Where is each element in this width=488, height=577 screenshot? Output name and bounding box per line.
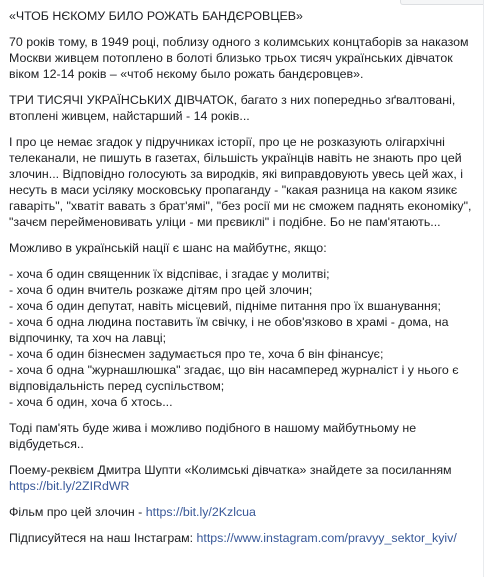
film-link[interactable]: https://bit.ly/2Kzlcua bbox=[145, 505, 256, 519]
list-item: - хоча б одна "журнашлюшка" згадає, що він насамперед журналіст і у нього є відповідальність перед суспільством; bbox=[9, 363, 459, 393]
film-text: Фільм про цей злочин - bbox=[9, 505, 146, 519]
list-item: - хоча б один, хоча б хтось... bbox=[9, 395, 173, 409]
cut-off-button[interactable] bbox=[400, 0, 488, 5]
poem-text: Поему-реквієм Дмитра Шупти «Колимські дівчатка» знайдете за посиланням bbox=[9, 463, 452, 477]
list-item: - хоча б один священник їх відспіває, і згадає у молитві; bbox=[9, 267, 330, 281]
panel-edge bbox=[483, 0, 488, 577]
paragraph-7 bbox=[9, 504, 475, 520]
post-body bbox=[9, 8, 475, 556]
list-item: - хоча б один вчитель розкаже дітям про цей злочин; bbox=[9, 283, 313, 297]
paragraph-6 bbox=[9, 462, 475, 494]
conditions-list bbox=[9, 266, 475, 410]
paragraph-4: Можливо в українській нації є шанс на майбутнє, якщо: bbox=[9, 241, 327, 255]
list-item: - хоча б один бізнесмен задумається про те, хоча б він фінансує; bbox=[9, 347, 384, 361]
list-item: - хоча б один депутат, навіть місцевий, підніме питання про їх вшанування; bbox=[9, 299, 441, 313]
poem-link[interactable]: https://bit.ly/2ZIRdWR bbox=[9, 479, 130, 493]
paragraph-8 bbox=[9, 530, 475, 546]
paragraph-3: І про це немає згадок у підручниках історії, про це не розказують олігархічні телеканали, не пишуть в газетах, більшість українців навіть не знають про цей злочин... Відповідно голосують за виродків, які виправдовують увесь цей жах, і несуть в маси усіляку московську пропаганду - "какая разница на каком язикє гаваріть", "хватіт вавать з брат'ямі", "без росії ми нє сможем паднять економіку", "зачєм перейменовивать уліци - ми прєвиклі" і подібне. Бо не пам'ятають... bbox=[9, 135, 472, 229]
paragraph-1: 70 років тому, в 1949 році, поблизу одного з колимських концтаборів за наказом Москви живцем потоплено в болоті близько трьох тисяч українських дівчаток віком 12-14 років – «чтоб нєкому было рожать бандєровцев». bbox=[9, 35, 469, 81]
instagram-link[interactable]: https://www.instagram.com/pravyy_sektor_kyiv/ bbox=[196, 531, 457, 545]
list-item: - хоча б одна людина поставить їм свічку, і не обов'язково в храмі - дома, на відпочинку, та хоч на лавці; bbox=[9, 315, 449, 345]
post-title: «ЧТОБ НЄКОМУ БИЛО РОЖАТЬ БАНДЄРОВЦЕВ» bbox=[9, 9, 303, 23]
instagram-text: Підписуйтеся на наш Інстаграм: bbox=[9, 531, 197, 545]
paragraph-2: ТРИ ТИСЯЧІ УКРАЇНСЬКИХ ДІВЧАТОК, багато з них попередньо зґвалтовані, втоплені живцем, найстарший - 14 років... bbox=[9, 93, 456, 123]
paragraph-5: Тоді пам'ять буде жива і можливо подібного в нашому майбутньому не відбудеться.. bbox=[9, 421, 417, 451]
